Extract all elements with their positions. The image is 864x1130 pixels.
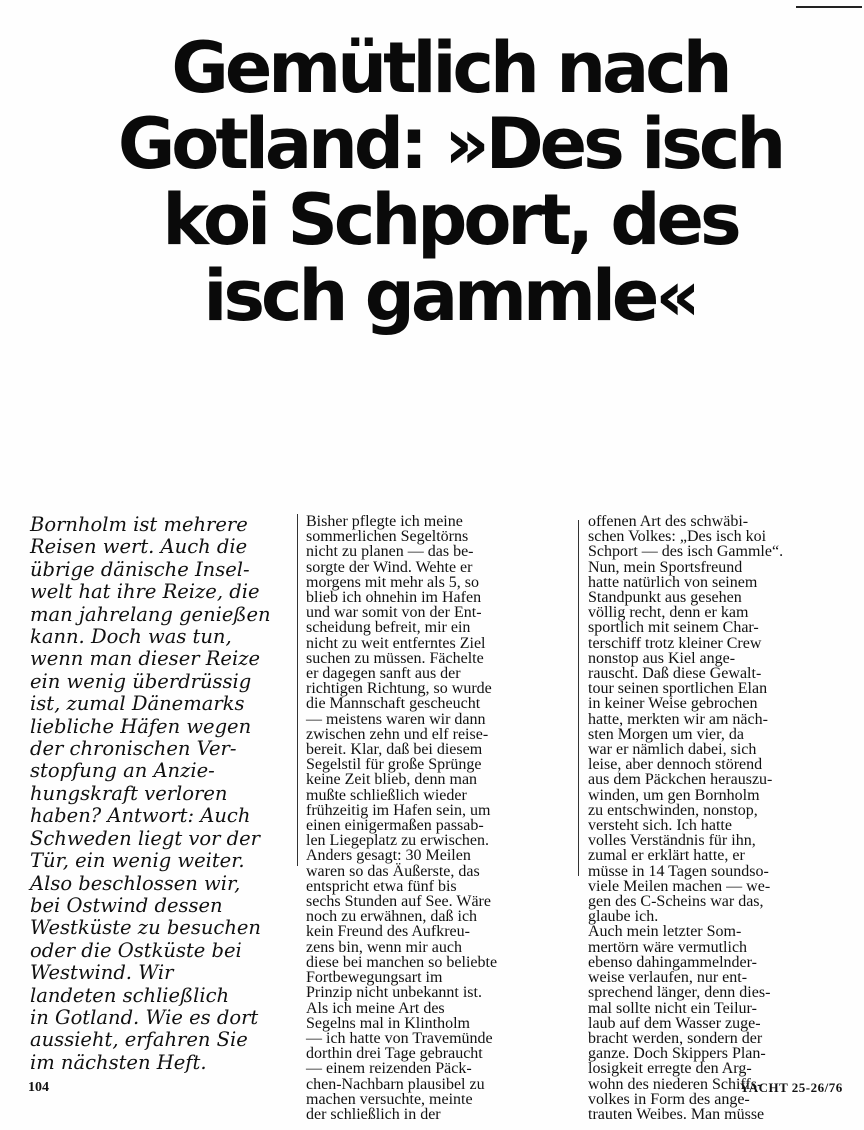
text-line: suchen zu müssen. Fächelte: [306, 649, 484, 667]
text-line: frühzeitig im Hafen sein, um: [306, 801, 491, 819]
text-line: len Liegeplatz zu erwischen.: [306, 832, 490, 850]
text-line: hatte natürlich von seinem: [588, 573, 758, 591]
intro-paragraph: [30, 514, 298, 1074]
text-line: losigkeit erregte den Arg-: [588, 1060, 752, 1078]
text-line: mal sollte nicht ein Teilur-: [588, 999, 757, 1017]
text-line: einen einigermaßen passab-: [306, 817, 484, 835]
text-line: Fortbewegungsart im: [306, 969, 443, 987]
text-line: hungskraft verloren: [30, 781, 228, 805]
body-column-2: [588, 514, 846, 1122]
corner-rule: [796, 6, 862, 8]
text-line: weise verlaufen, nur ent-: [588, 969, 748, 987]
text-line: im nächsten Heft.: [30, 1050, 207, 1074]
text-line: übrige dänische Insel-: [30, 557, 250, 581]
text-line: Als ich meine Art des: [306, 999, 445, 1017]
text-line: trauten Weibes. Man müsse: [588, 1105, 765, 1123]
text-line: gen des C-Scheins war das,: [588, 893, 764, 911]
text-line: versteht sich. Ich hatte: [588, 817, 732, 835]
text-line: müsse in 14 Tagen soundso-: [588, 862, 769, 880]
article-headline: [100, 27, 800, 337]
text-line: viele Meilen machen — we-: [588, 877, 771, 895]
text-line: volles Verständnis für ihn,: [588, 832, 756, 850]
text-line: Schweden liegt vor der: [30, 826, 261, 850]
text-line: scheidung befreit, mir ein: [306, 619, 471, 637]
text-line: der chronischen Ver-: [30, 737, 237, 761]
text-line: — ich hatte von Travemünde: [306, 1029, 493, 1047]
text-line: bereit. Klar, daß bei diesem: [306, 741, 483, 759]
text-line: kann. Doch was tun,: [30, 625, 232, 649]
text-line: terschiff trotz kleiner Crew: [588, 634, 762, 652]
text-line: noch zu erwähnen, daß ich: [306, 908, 478, 926]
text-line: Segelstil für große Sprünge: [306, 756, 482, 774]
text-line: sorgte der Wind. Wehte er: [306, 558, 473, 576]
text-line: oder die Ostküste bei: [30, 938, 242, 962]
text-line: machen versuchte, meinte: [306, 1090, 473, 1108]
text-line: Prinzip nicht unbekannt ist.: [306, 984, 482, 1002]
text-line: zumal er erklärt hatte, er: [588, 847, 745, 865]
text-line: sommerlichen Segeltörns: [306, 528, 469, 546]
text-line: offenen Art des schwäbi-: [588, 513, 749, 530]
headline-line: isch gammle«: [203, 255, 697, 337]
text-line: sportlich mit seinem Char-: [588, 619, 759, 637]
text-line: sprechend länger, denn dies-: [588, 984, 771, 1002]
text-line: volkes in Form des ange-: [588, 1090, 750, 1108]
text-line: wohn des niederen Schiffs-: [588, 1075, 763, 1093]
text-line: richtigen Richtung, so wurde: [306, 680, 492, 698]
text-line: war er nämlich dabei, sich: [588, 741, 757, 759]
text-line: nicht zu weit entferntes Ziel: [306, 634, 486, 652]
text-line: Westwind. Wir: [30, 961, 174, 985]
text-line: waren so das Äußerste, das: [306, 862, 480, 880]
text-line: leise, aber dennoch störend: [588, 756, 763, 774]
text-line: liebliche Häfen wegen: [30, 714, 252, 738]
text-line: ebenso dahingammelnder-: [588, 953, 757, 971]
text-line: Also beschlossen wir,: [30, 871, 241, 895]
text-line: ein wenig überdrüssig: [30, 669, 252, 693]
text-line: kein Freund des Aufkreu-: [306, 923, 470, 941]
column-divider: [578, 520, 579, 876]
text-line: Bornholm ist mehrere: [30, 513, 248, 536]
text-line: mertörn wäre vermutlich: [588, 938, 748, 956]
text-line: nicht zu planen — das be-: [306, 543, 474, 561]
text-line: zu entschwinden, nonstop,: [588, 801, 758, 819]
text-line: aussieht, erfahren Sie: [30, 1028, 248, 1052]
text-line: keine Zeit blieb, denn man: [306, 771, 478, 789]
text-line: winden, um gen Bornholm: [588, 786, 760, 804]
text-line: Reisen wert. Auch die: [30, 535, 248, 559]
text-line: blieb ich ohnehin im Hafen: [306, 589, 482, 607]
headline-line: Gotland: »Des isch: [117, 103, 783, 185]
text-line: hatte, merkten wir am näch-: [588, 710, 768, 728]
text-line: haben? Antwort: Auch: [30, 804, 251, 828]
text-line: dorthin drei Tage gebraucht: [306, 1045, 483, 1063]
text-line: Anders gesagt: 30 Meilen: [306, 847, 471, 865]
text-line: Schport — des isch Gammle“.: [588, 543, 784, 561]
text-line: ganze. Doch Skippers Plan-: [588, 1045, 766, 1063]
text-line: zens bin, wenn mir auch: [306, 938, 462, 956]
text-line: nonstop aus Kiel ange-: [588, 649, 736, 667]
text-line: und war somit von der Ent-: [306, 604, 482, 622]
text-line: stopfung an Anzie-: [30, 759, 215, 783]
text-line: sechs Stunden auf See. Wäre: [306, 893, 491, 911]
text-line: bei Ostwind dessen: [30, 893, 223, 917]
text-line: ist, zumal Dänemarks: [30, 692, 245, 716]
body-column-1: [306, 514, 568, 1122]
text-line: Standpunkt aus gesehen: [588, 589, 742, 607]
text-line: zwischen zehn und elf reise-: [306, 725, 489, 743]
text-line: diese bei manchen so beliebte: [306, 953, 498, 971]
text-line: sten Morgen um vier, da: [588, 725, 744, 743]
text-line: aus dem Päckchen herauszu-: [588, 771, 773, 789]
text-line: — einem reizenden Päck-: [306, 1060, 472, 1078]
headline-line: Gemütlich nach: [171, 27, 729, 109]
text-line: landeten schließlich: [30, 983, 230, 1007]
text-line: völlig recht, denn er kam: [588, 604, 749, 622]
text-line: er dagegen sanft aus der: [306, 665, 461, 683]
text-line: glaube ich.: [588, 908, 659, 926]
text-line: man jahrelang genießen: [30, 602, 271, 626]
text-line: Westküste zu besuchen: [30, 916, 261, 940]
headline-line: koi Schport, des: [162, 179, 738, 261]
text-line: tour seinen sportlichen Elan: [588, 680, 768, 698]
text-line: wenn man dieser Reize: [30, 647, 261, 671]
text-line: Bisher pflegte ich meine: [306, 513, 463, 530]
text-line: welt hat ihre Reize, die: [30, 580, 260, 604]
text-line: rauscht. Daß diese Gewalt-: [588, 665, 762, 683]
text-line: Auch mein letzter Som-: [588, 923, 742, 941]
text-line: bracht werden, sondern der: [588, 1029, 763, 1047]
text-line: — meistens waren wir dann: [306, 710, 486, 728]
text-line: der schließlich in der: [306, 1105, 441, 1123]
text-line: Nun, mein Sportsfreund: [588, 558, 743, 576]
text-line: in keiner Weise gebrochen: [588, 695, 758, 713]
text-line: Segelns mal in Klintholm: [306, 1014, 470, 1032]
text-line: mußte schließlich wieder: [306, 786, 467, 804]
text-line: die Mannschaft gescheucht: [306, 695, 481, 713]
text-line: laub auf dem Wasser zuge-: [588, 1014, 761, 1032]
page-number: 104: [28, 1080, 49, 1095]
text-line: chen-Nachbarn plausibel zu: [306, 1075, 485, 1093]
magazine-issue: YACHT 25-26/76: [740, 1080, 843, 1095]
text-line: in Gotland. Wie es dort: [30, 1005, 259, 1029]
text-line: morgens mit mehr als 5, so: [306, 573, 480, 591]
column-divider: [297, 514, 298, 866]
text-line: Tür, ein wenig weiter.: [30, 849, 245, 873]
text-line: entspricht etwa fünf bis: [306, 877, 457, 895]
text-line: schen Volkes: „Des isch koi: [588, 528, 767, 546]
